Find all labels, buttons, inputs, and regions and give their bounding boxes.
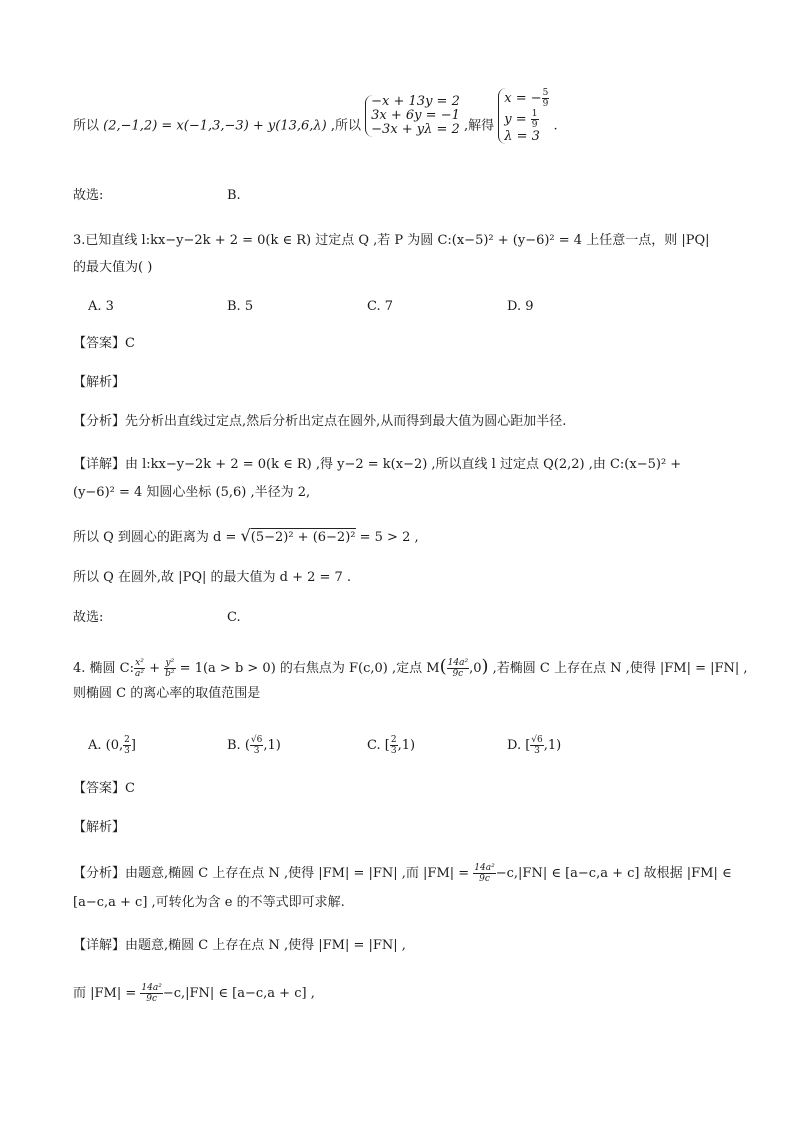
distance-result: = 5 > 2 ,: [355, 530, 419, 545]
q3-stem-line-2: 的最大值为( ): [73, 260, 153, 275]
q3-stem-line-1: 3.已知直线 l:kx−y−2k + 2 = 0(k ∈ R) 过定点 Q ,若 P 为圆 C:(x−5)² + (y−6)² = 4 上任意一点，则 |PQ|: [73, 233, 710, 248]
selection-value-2: C.: [227, 610, 241, 625]
q3-detail-line-3: 所以 Q 到圆心的距离为 d = √(5−2)² + (6−2)² = 5 > 2 ,: [73, 526, 419, 545]
q4-condition: ,若椭圆 C 上存在点 N ,使得 |FM| = |FN| ,: [488, 661, 748, 676]
system-eq-2: 3x + 6y = −1: [371, 108, 460, 123]
solution-lambda: λ = 3: [504, 129, 540, 144]
text-mid: ,所以: [330, 118, 362, 134]
equation-line-1: [73, 88, 558, 144]
q4-detail2-tail: −c,|FN| ∈ [a−c,a + c] ,: [162, 986, 315, 1001]
selection-1: [73, 186, 103, 206]
selection-value-1: B.: [227, 188, 241, 203]
q4-option-b: B. ( $\frac{√6}{3}$ ,1): [227, 735, 281, 756]
q4-analysis-heading: 【解析】: [73, 820, 126, 835]
q4-option-a: A. (0, $\frac{2}{3}$ ]: [88, 735, 136, 756]
q4-fenxi-line-1: 【分析】由题意,椭圆 C 上存在点 N ,使得 |FM| = |FN| ,而 |FM| = $\frac{\text{14a²}}{9c}$ −c,|FN| ∈ [a−c,a + c] 故根据 |FM| ∈: [73, 863, 732, 884]
q4-prefix: 4. 椭圆 C:: [73, 661, 134, 676]
q4-fenxi-text: 【分析】由题意,椭圆 C 上存在点 N ,使得 |FM| = |FN| ,而 |FM| =: [73, 866, 474, 881]
q4-answer: 【答案】C: [73, 781, 135, 796]
q4-fenxi-line-2: [a−c,a + c] ,可转化为含 e 的不等式即可求解.: [73, 895, 345, 910]
q3-answer: 【答案】C: [73, 336, 135, 351]
q4-detail-line-2: 而 |FM| = $\frac{\text{14a²}}{9c}$ −c,|FN| ∈ [a−c,a + c] ,: [73, 983, 315, 1004]
q3-fenxi: 【分析】先分析出直线过定点,然后分析出定点在圆外,从而得到最大值为圆心距加半径.: [73, 414, 567, 429]
solution-system: [498, 88, 549, 144]
q3-detail-line-2: (y−6)² = 4 知圆心坐标 (5,6) ,半径为 2,: [73, 485, 311, 500]
q4-stem-line-2: 则椭圆 C 的离心率的取值范围是: [73, 686, 261, 701]
q4-stem-line-1: 4. 椭圆 C: $\frac{\text{x²}}{\text{a²}}$ + $\frac{\text{y²}}{\text{b²}}$ = 1(a > b > 0) 的右焦点为 F(c,0) ,定点 M( $\frac{\text{14a²}}{9c}$ ,0) ,若椭圆 C 上存在点 N ,使得 |FM| = |FN| ,: [73, 656, 748, 679]
q3-option-d: D. 9: [507, 299, 534, 314]
equation-system: [365, 95, 460, 137]
sqrt-content: (5−2)² + (6−2)²: [250, 530, 356, 545]
q4-focus-text: = 1(a > b > 0) 的右焦点为 F(c,0) ,定点 M: [175, 661, 440, 676]
q4-option-c: C. [ $\frac{2}{3}$ ,1): [367, 735, 416, 756]
solution-x: x = − $\frac{5}{9}$: [504, 88, 549, 109]
q3-detail-line-1: 【详解】由 l:kx−y−2k + 2 = 0(k ∈ R) ,得 y−2 = k(x−2) ,所以直线 l 过定点 Q(2,2) ,由 C:(x−5)² +: [73, 457, 682, 472]
q3-option-a: A. 3: [88, 299, 114, 314]
q4-detail-line-1: 【详解】由题意,椭圆 C 上存在点 N ,使得 |FM| = |FN| ,: [73, 938, 406, 953]
q3-analysis-heading: 【解析】: [73, 375, 126, 390]
text-prefix: 所以: [73, 118, 100, 134]
q4-option-d: D. [ $\frac{√6}{3}$ ,1): [507, 735, 562, 756]
system-eq-3: −3x + yλ = 2: [371, 122, 460, 137]
end-period: .: [553, 118, 558, 134]
system-eq-1: −x + 13y = 2: [371, 94, 460, 109]
vector-equation: (2,−1,2) = x(−1,3,−3) + y(13,6,λ): [103, 118, 327, 134]
selection-2: 故选:: [73, 610, 104, 625]
distance-text: 所以 Q 到圆心的距离为 d =: [73, 530, 241, 545]
solution-y: y = $\frac{1}{9}$: [504, 109, 538, 130]
text-solved: ,解得: [464, 118, 495, 134]
q3-option-b: B. 5: [227, 299, 254, 314]
q3-detail-line-4: 所以 Q 在圆外,故 |PQ| 的最大值为 d + 2 = 7 .: [73, 570, 352, 585]
selection-label: 故选:: [73, 188, 104, 203]
q3-option-c: C. 7: [367, 299, 394, 314]
q4-fenxi-tail: −c,|FN| ∈ [a−c,a + c] 故根据 |FM| ∈: [495, 866, 732, 881]
q4-detail2-text: 而 |FM| =: [73, 986, 141, 1001]
